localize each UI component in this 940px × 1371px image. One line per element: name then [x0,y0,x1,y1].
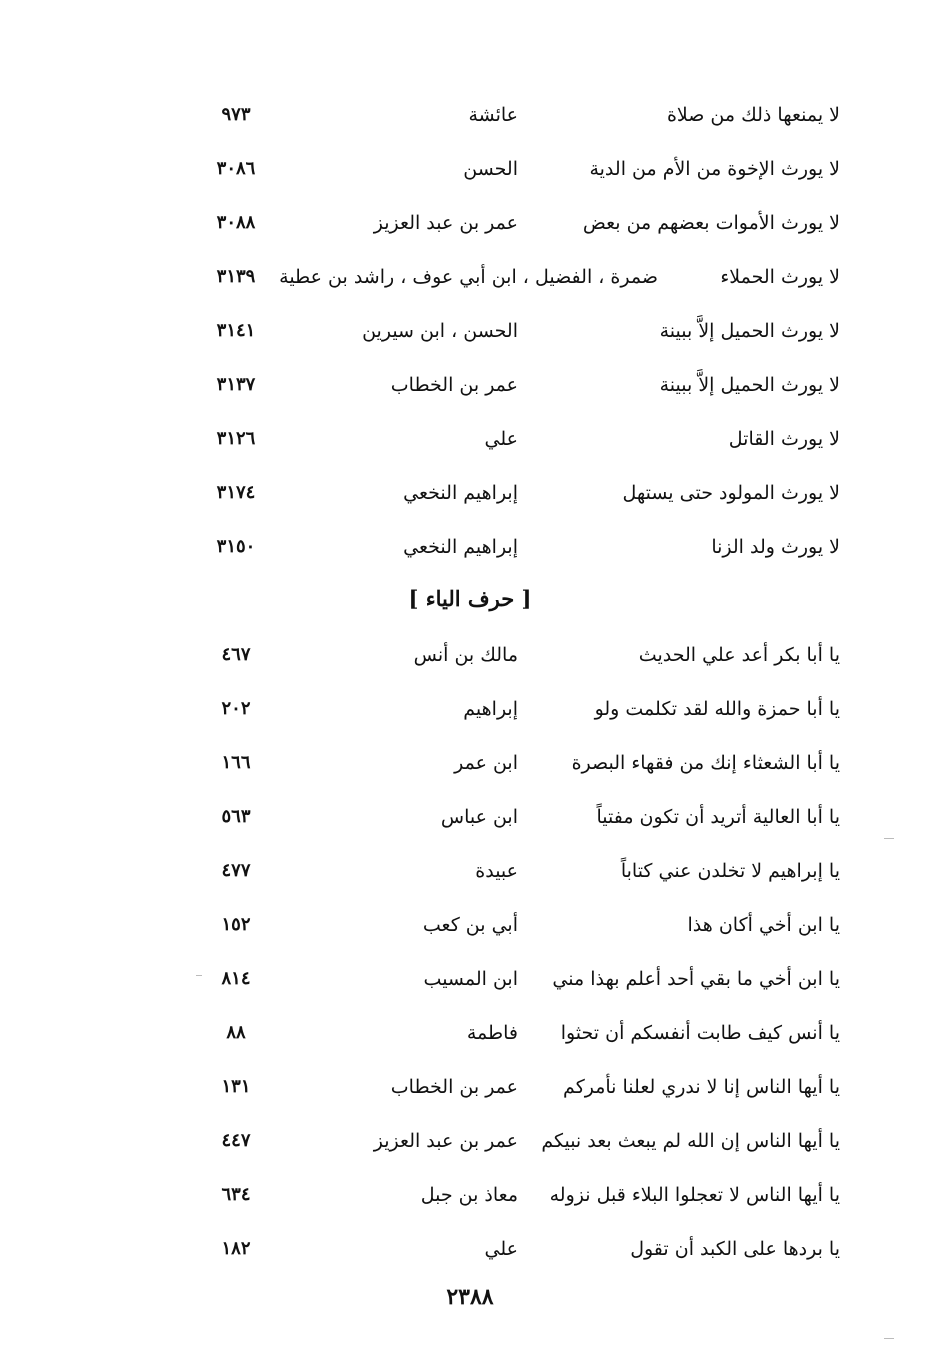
index-entry [190,1067,840,1107]
entry-number: ٣١٣٩ [216,266,256,287]
entry-phrase: يا أبا بكر أعد علي الحديث [638,644,840,666]
entry-phrase: لا يورث الحميل إلاَّ ببينة [659,374,840,396]
entry-number: ٣١٢٦ [216,428,256,449]
index-entry [190,473,840,513]
index-entry [190,1229,840,1269]
page-number: ٢٣٨٨ [446,1284,494,1310]
entry-number: ٨١٤ [221,968,251,989]
entry-phrase: يا أيها الناس إنا لا ندري لعلنا نأمركم [563,1076,840,1098]
index-entry [190,959,840,999]
index-entry [190,419,840,459]
entry-narrator: ابن عمر [454,752,518,774]
entry-narrator: عائشة [468,104,518,126]
index-entry [190,365,840,405]
index-entry [190,689,840,729]
entry-phrase: يا أنس كيف طابت أنفسكم أن تحثوا [560,1022,840,1044]
entry-phrase: يا ابن أخي أكان هذا [687,914,840,936]
index-entry [190,743,840,783]
entry-narrator: إبراهيم النخعي [403,482,518,504]
entry-number: ٤٧٧ [221,860,251,881]
entry-narrator: علي [484,1238,518,1260]
entry-number: ٥٦٣ [221,806,251,827]
entry-number: ٣١٤١ [216,320,256,341]
entry-narrator: عمر بن الخطاب [390,1076,518,1098]
entry-phrase: يا إبراهيم لا تخلدن عني كتاباً [620,860,840,882]
entry-narrator: إبراهيم [463,698,518,720]
entry-number: ٩٧٣ [221,104,251,125]
index-entry [190,203,840,243]
entry-number: ١٥٢ [221,914,251,935]
entry-narrator: معاذ بن جبل [420,1184,518,1206]
index-entry [190,527,840,567]
index-entry [190,905,840,945]
entry-number: ٣٠٨٦ [216,158,256,179]
entry-narrator: عمر بن الخطاب [390,374,518,396]
entry-number: ٤٦٧ [221,644,251,665]
entry-phrase: لا يورث الحميل إلاَّ ببينة [659,320,840,342]
entry-phrase: يا أيها الناس إن الله لم يبعث بعد نبيكم [541,1130,840,1152]
entry-narrator: إبراهيم النخعي [403,536,518,558]
index-entry [190,149,840,189]
index-entry [190,851,840,891]
entry-phrase: لا يمنعها ذلك من صلاة [666,104,840,126]
entry-number: ٢٠٢ [221,698,251,719]
entry-narrator: مالك بن أنس [413,644,518,666]
scan-mark [884,838,894,839]
entry-phrase: لا يورث الإخوة من الأم من الدية [589,158,840,180]
index-entry [190,797,840,837]
index-entry [190,1121,840,1161]
entry-narrator: ابن عباس [440,806,518,828]
entry-phrase: يا بردها على الكبد أن تقول [630,1238,840,1260]
entry-phrase: يا أيها الناس لا تعجلوا البلاء قبل نزوله [549,1184,840,1206]
entry-number: ١٨٢ [221,1238,251,1259]
entry-number: ٣١٣٧ [216,374,256,395]
entry-number: ٦٣٤ [221,1184,251,1205]
entry-narrator: عمر بن عبد العزيز [373,212,518,234]
entry-narrator: ابن المسيب [423,968,518,990]
entry-phrase: لا يورث الحملاء [720,266,840,288]
index-entry [190,311,840,351]
entry-phrase: يا أبا العالية أتريد أن تكون مفتياً [596,806,840,828]
entry-phrase: لا يورث القاتل [728,428,840,450]
entry-phrase: لا يورث المولود حتى يستهل [622,482,840,504]
entry-number: ١٦٦ [221,752,251,773]
entry-narrator: ضمرة ، الفضيل ، ابن أبي عوف ، راشد بن عطية [279,266,658,288]
entry-number: ٣٠٨٨ [216,212,256,233]
entry-phrase: يا أبا حمزة والله لقد تكلمت ولو [594,698,840,720]
section-heading: [ حرف الياء ] [408,586,532,611]
index-entry [190,95,840,135]
entry-phrase: لا يورث الأموات بعضهم من بعض [582,212,840,234]
entry-narrator: علي [484,428,518,450]
entry-narrator: الحسن [463,158,518,180]
entry-narrator: أبي بن كعب [422,914,518,936]
index-entry [190,1013,840,1053]
entry-narrator: عبيدة [475,860,518,882]
entry-narrator: فاطمة [466,1022,518,1044]
entry-number: ١٣١ [221,1076,251,1097]
entry-phrase: يا أبا الشعثاء إنك من فقهاء البصرة [571,752,840,774]
index-entry [190,257,840,297]
entry-number: ٨٨ [226,1022,246,1043]
index-entry [190,1175,840,1215]
entry-number: ٣١٥٠ [216,536,256,557]
entry-number: ٤٤٧ [221,1130,251,1151]
scan-mark [884,1338,894,1339]
entry-narrator: عمر بن عبد العزيز [373,1130,518,1152]
scan-mark [196,975,202,976]
index-entry [190,635,840,675]
entry-number: ٣١٧٤ [216,482,256,503]
entry-phrase: لا يورث ولد الزنا [711,536,840,558]
entry-phrase: يا ابن أخي ما بقي أحد أعلم بهذا مني [552,968,840,990]
entry-narrator: الحسن ، ابن سيرين [362,320,518,342]
